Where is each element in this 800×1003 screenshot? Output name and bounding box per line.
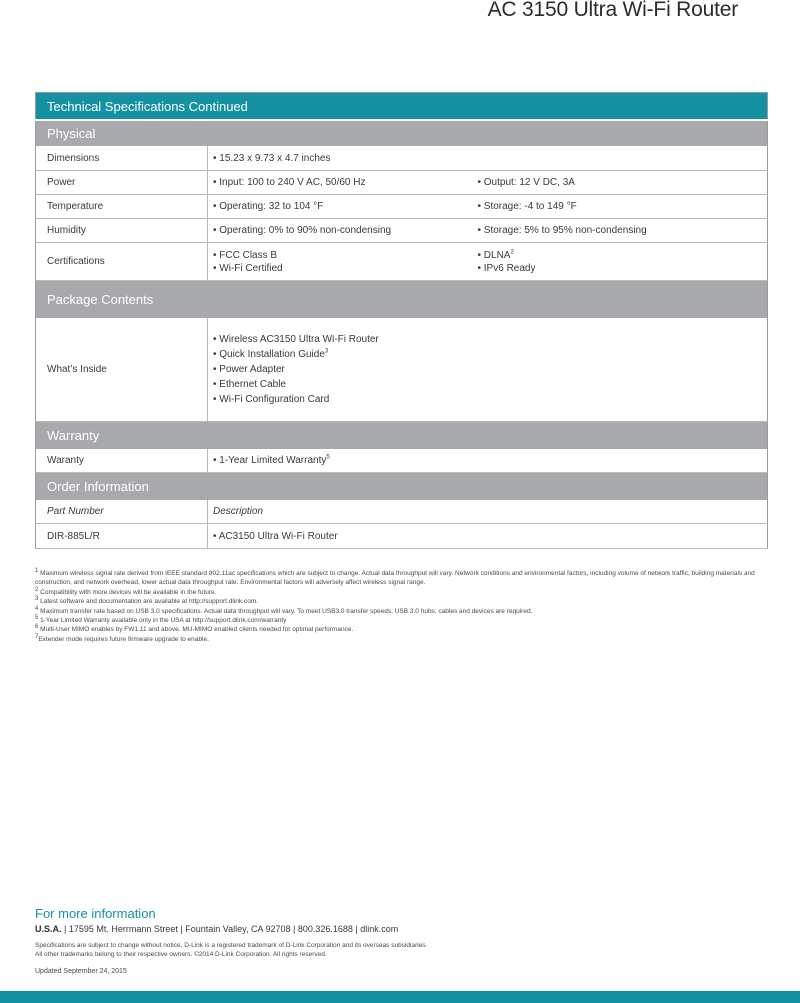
column-header-part-number: Part Number (36, 500, 208, 524)
row-value-2: • Storage: 5% to 95% non-condensing (473, 219, 768, 243)
order-row (36, 524, 768, 549)
row-value: • Operating: 0% to 90% non-condensing (208, 219, 473, 243)
row-value (208, 243, 473, 281)
row-label: Temperature (36, 195, 208, 219)
part-description: • AC3150 Ultra Wi-Fi Router (208, 524, 768, 549)
package-item: • Power Adapter (213, 364, 285, 375)
part-number: DIR-885L/R (36, 524, 208, 549)
document-title: AC 3150 Ultra Wi-Fi Router (487, 0, 738, 21)
row-warranty (36, 449, 768, 473)
table-title: Technical Specifications Continued (36, 93, 768, 121)
row-label: Certifications (36, 243, 208, 281)
section-header-package: Package Contents (36, 281, 768, 319)
cert-item: • IPv6 Ready (477, 262, 536, 274)
cert-item: • DLNA$^2$ (477, 249, 514, 261)
footnote: $^6$ Multi-User MIMO enables by FW1.11 and above. MU-MIMO enabled clients needed for optimal performance. (35, 624, 354, 634)
row-label: What’s Inside (36, 318, 208, 422)
row-label: Power (36, 171, 208, 195)
cert-item: • Wi-Fi Certified (213, 262, 283, 274)
updated-date: Updated September 24, 2015 (35, 968, 127, 975)
footnote: $^1$ Maximum wireless signal rate derived from IEEE standard 802.11ac specifications which are subject to change. Actual data throughput will vary. Network conditions and environmental factors, including volume of network traffic, building materials and construction, and network overhead, lower actual data throughput rate. Environmental factors will adversely affect wireless signal range. (35, 567, 755, 587)
disclaimer: Specifications are subject to change without notice. D-Link is a registered trademark of D-Link Corporation and its overseas subsidiaries. All other trademarks belong to their respective owners. ©2014 D-Link Corporation. All rights reserved. (35, 942, 428, 959)
footnote: $^7$Extender mode requires future firmware upgrade to enable. (35, 633, 209, 643)
footnote: $^5$ 1-Year Limited Warranty available only in the USA at http://support.dlink.com/warranty (35, 614, 287, 625)
order-header-row (36, 500, 768, 524)
package-item: • Wi-Fi Configuration Card (213, 394, 330, 405)
row-humidity (36, 219, 768, 243)
cert-item: • FCC Class B (213, 249, 278, 261)
row-value-2 (473, 243, 768, 281)
footnote: $^4$ Maximum transfer rate based on USB 3.0 specifications. Actual data throughput will vary. To meet USB3.0 transfer speeds, USB 3.0 hubs, cables and devices are required. (35, 605, 533, 615)
row-dimensions (36, 146, 768, 171)
package-item: • Wireless AC3150 Ultra Wi-Fi Router (213, 334, 379, 345)
section-header-order: Order Information (36, 473, 768, 501)
row-value: • 15.23 x 9.73 x 4.7 inches (208, 146, 768, 171)
footer-bar (0, 991, 800, 1003)
row-certifications (36, 243, 768, 281)
table-title-row (36, 93, 768, 121)
row-value-2: • Storage: -4 to 149 °F (473, 195, 768, 219)
footnote-ref: 2 (510, 249, 514, 256)
footnote: $^2$ Compatibility with more devices will be available in the future. (35, 586, 217, 596)
section-header-physical: Physical (36, 120, 768, 146)
footnote-ref: 3 (324, 348, 329, 355)
footnote-ref: 5 (326, 454, 330, 461)
row-label: Dimensions (36, 146, 208, 171)
more-info-heading: For more information (35, 906, 156, 921)
contact-address: U.S.A. | 17595 Mt. Herrmann Street | Fountain Valley, CA 92708 | 800.326.1688 | dlink.com (35, 924, 399, 934)
column-header-description: Description (208, 500, 768, 524)
row-label: Humidity (36, 219, 208, 243)
row-value: • 1-Year Limited Warranty$^5$ (208, 449, 768, 473)
row-whats-inside (36, 318, 768, 422)
package-item: • Quick Installation Guide$^3$ (213, 348, 329, 360)
footnote: $^3$ Latest software and documentation are available at http://support.dlink.com. (35, 596, 259, 606)
row-label: Waranty (36, 449, 208, 473)
row-value (208, 318, 768, 422)
section-header-warranty: Warranty (36, 422, 768, 450)
row-value: • Operating: 32 to 104 °F (208, 195, 473, 219)
spec-table (35, 92, 768, 549)
row-value: • Input: 100 to 240 V AC, 50/60 Hz (208, 171, 473, 195)
row-value-2: • Output: 12 V DC, 3A (473, 171, 768, 195)
row-power (36, 171, 768, 195)
row-temperature (36, 195, 768, 219)
footnotes (35, 569, 765, 644)
package-item: • Ethernet Cable (213, 379, 286, 390)
